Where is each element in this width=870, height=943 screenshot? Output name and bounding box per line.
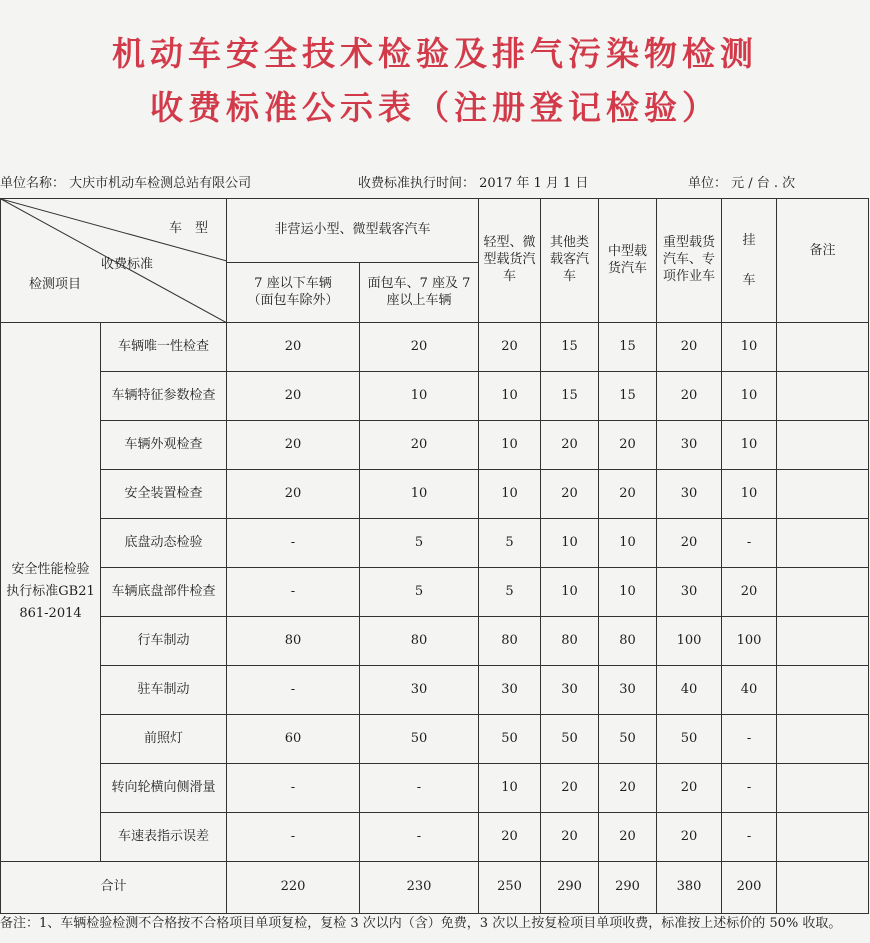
item-name: 车辆特征参数检查: [101, 372, 227, 421]
fee-cell: 20: [657, 813, 722, 862]
category-label: 安全性能检验执行标准GB21861-2014: [6, 562, 95, 621]
total-cell: 290: [599, 862, 657, 914]
col-group-small-passenger: 非营运小型、微型载客汽车: [227, 199, 479, 263]
fee-cell: -: [360, 813, 479, 862]
fee-table: [0, 198, 869, 914]
total-cell: 290: [541, 862, 599, 914]
total-cell: 380: [657, 862, 722, 914]
fee-cell: 20: [227, 323, 360, 372]
diag-label-vehicle-type: 车 型: [168, 221, 208, 236]
fee-cell: 20: [227, 372, 360, 421]
fee-cell: 20: [657, 323, 722, 372]
diag-label-fee-standard: 收费标准: [101, 257, 154, 272]
total-cell: 250: [479, 862, 541, 914]
fee-cell: 10: [599, 568, 657, 617]
fee-cell: -: [227, 813, 360, 862]
fee-cell: 20: [541, 764, 599, 813]
fee-cell: 15: [541, 372, 599, 421]
fee-cell: 10: [479, 421, 541, 470]
fee-cell: 50: [360, 715, 479, 764]
diag-label-test-item: 检测项目: [29, 277, 82, 292]
fee-cell: 30: [657, 470, 722, 519]
fee-cell: -: [722, 715, 777, 764]
category-cell: [1, 323, 101, 862]
fee-cell: 40: [657, 666, 722, 715]
col-trailer: [722, 199, 777, 323]
fee-cell: 10: [360, 372, 479, 421]
fee-cell: -: [722, 519, 777, 568]
remark-cell: [777, 715, 869, 764]
table-row: [1, 764, 869, 813]
fee-cell: 20: [599, 813, 657, 862]
remark-cell: [777, 862, 869, 914]
table-row: [1, 323, 869, 372]
item-name: 底盘动态检验: [101, 519, 227, 568]
col-small-b: [360, 263, 479, 323]
fee-cell: 30: [599, 666, 657, 715]
total-cell: 230: [360, 862, 479, 914]
remark-cell: [777, 421, 869, 470]
table-row: [1, 715, 869, 764]
fee-cell: 10: [722, 372, 777, 421]
fee-cell: 5: [479, 568, 541, 617]
table-row: [1, 470, 869, 519]
footnote: 备注：1、车辆检验检测不合格按不合格项目单项复检，复检 3 次以内（含）免费，3 次以上按复检项目单项收费，标准按上述标价的 50% 收取。: [0, 916, 842, 931]
remark-cell: [777, 764, 869, 813]
remark-cell: [777, 568, 869, 617]
fee-cell: 10: [599, 519, 657, 568]
col-small-a-label: 7 座以下车辆（面包车除外）: [247, 275, 339, 308]
fee-cell: 20: [722, 568, 777, 617]
fee-cell: 20: [657, 764, 722, 813]
fee-cell: 10: [722, 323, 777, 372]
fee-cell: 20: [541, 421, 599, 470]
table-row: [1, 813, 869, 862]
col-small-b-label: 面包车、7 座及 7 座以上车辆: [367, 275, 471, 308]
fee-cell: -: [722, 813, 777, 862]
fee-cell: 10: [479, 470, 541, 519]
fee-cell: 30: [657, 421, 722, 470]
fee-cell: 50: [657, 715, 722, 764]
col-medium-truck: [599, 199, 657, 323]
fee-cell: 20: [360, 421, 479, 470]
fee-cell: -: [227, 764, 360, 813]
fee-cell: 40: [722, 666, 777, 715]
table-row: [1, 519, 869, 568]
fee-cell: 20: [599, 421, 657, 470]
total-label: 合计: [1, 862, 227, 914]
fee-cell: 5: [360, 519, 479, 568]
fee-cell: 30: [360, 666, 479, 715]
col-heavy-truck: [657, 199, 722, 323]
table-row: [1, 666, 869, 715]
page-title-line2: 收费标准公示表（注册登记检验）: [150, 88, 720, 127]
total-cell: 220: [227, 862, 360, 914]
fee-cell: -: [360, 764, 479, 813]
fee-cell: 10: [722, 470, 777, 519]
fee-cell: 80: [227, 617, 360, 666]
fee-cell: 5: [360, 568, 479, 617]
fee-cell: -: [227, 519, 360, 568]
item-name: 车辆唯一性检查: [101, 323, 227, 372]
unit-name: 单位名称： 大庆市机动车检测总站有限公司: [0, 176, 252, 191]
fee-cell: 30: [657, 568, 722, 617]
fee-cell: 20: [657, 519, 722, 568]
col-other-passenger: [541, 199, 599, 323]
fee-cell: 20: [479, 323, 541, 372]
table-row: [1, 421, 869, 470]
fee-cell: 10: [541, 568, 599, 617]
fee-cell: 20: [657, 372, 722, 421]
total-cell: 200: [722, 862, 777, 914]
fee-cell: 80: [479, 617, 541, 666]
item-name: 车辆外观检查: [101, 421, 227, 470]
fee-cell: 80: [599, 617, 657, 666]
fee-cell: 5: [479, 519, 541, 568]
col-remarks: 备注: [777, 199, 869, 323]
remark-cell: [777, 666, 869, 715]
fee-cell: 10: [360, 470, 479, 519]
table-row: [1, 568, 869, 617]
fee-cell: 50: [599, 715, 657, 764]
total-row: [1, 862, 869, 914]
item-name: 行车制动: [101, 617, 227, 666]
fee-cell: 20: [599, 470, 657, 519]
fee-cell: 80: [541, 617, 599, 666]
item-name: 驻车制动: [101, 666, 227, 715]
col-trailer-label: 挂车: [742, 232, 756, 288]
fee-cell: 50: [541, 715, 599, 764]
col-light-truck: [479, 199, 541, 323]
page-title-line1: 机动车安全技术检验及排气污染物检测: [112, 34, 758, 73]
col-heavy-truck-label: 重型载货汽车、专项作业车: [663, 235, 716, 284]
fee-cell: 30: [541, 666, 599, 715]
effective-date: 收费标准执行时间： 2017 年 1 月 1 日: [358, 176, 589, 191]
remark-cell: [777, 323, 869, 372]
item-name: 车辆底盘部件检查: [101, 568, 227, 617]
remark-cell: [777, 519, 869, 568]
fee-cell: 60: [227, 715, 360, 764]
fee-cell: 10: [479, 372, 541, 421]
fee-cell: 30: [479, 666, 541, 715]
fee-cell: 15: [599, 323, 657, 372]
fee-cell: 15: [599, 372, 657, 421]
remark-cell: [777, 813, 869, 862]
remark-cell: [777, 372, 869, 421]
fee-cell: 80: [360, 617, 479, 666]
col-light-truck-label: 轻型、微型载货汽车: [483, 235, 536, 284]
col-other-passenger-label: 其他类载客汽车: [550, 235, 590, 284]
fee-cell: 50: [479, 715, 541, 764]
fee-cell: 100: [722, 617, 777, 666]
fee-cell: -: [227, 568, 360, 617]
col-small-a: [227, 263, 360, 323]
diagonal-header-cell: [1, 199, 227, 323]
table-row: [1, 372, 869, 421]
fee-cell: 10: [479, 764, 541, 813]
header-row-1: [1, 199, 869, 263]
fee-cell: 20: [541, 470, 599, 519]
remark-cell: [777, 617, 869, 666]
table-row: [1, 617, 869, 666]
item-name: 转向轮横向侧滑量: [101, 764, 227, 813]
item-name: 前照灯: [101, 715, 227, 764]
fee-cell: -: [722, 764, 777, 813]
fee-cell: 10: [722, 421, 777, 470]
remark-cell: [777, 470, 869, 519]
fee-cell: 15: [541, 323, 599, 372]
fee-cell: 20: [360, 323, 479, 372]
fee-cell: 20: [227, 470, 360, 519]
fee-cell: 20: [227, 421, 360, 470]
col-medium-truck-label: 中型载货汽车: [608, 243, 648, 276]
fee-cell: -: [227, 666, 360, 715]
item-name: 车速表指示误差: [101, 813, 227, 862]
item-name: 安全装置检查: [101, 470, 227, 519]
fee-cell: 20: [479, 813, 541, 862]
fee-cell: 20: [599, 764, 657, 813]
fee-cell: 100: [657, 617, 722, 666]
measure-unit: 单位： 元 / 台 . 次: [688, 176, 796, 191]
fee-cell: 20: [541, 813, 599, 862]
fee-cell: 10: [541, 519, 599, 568]
